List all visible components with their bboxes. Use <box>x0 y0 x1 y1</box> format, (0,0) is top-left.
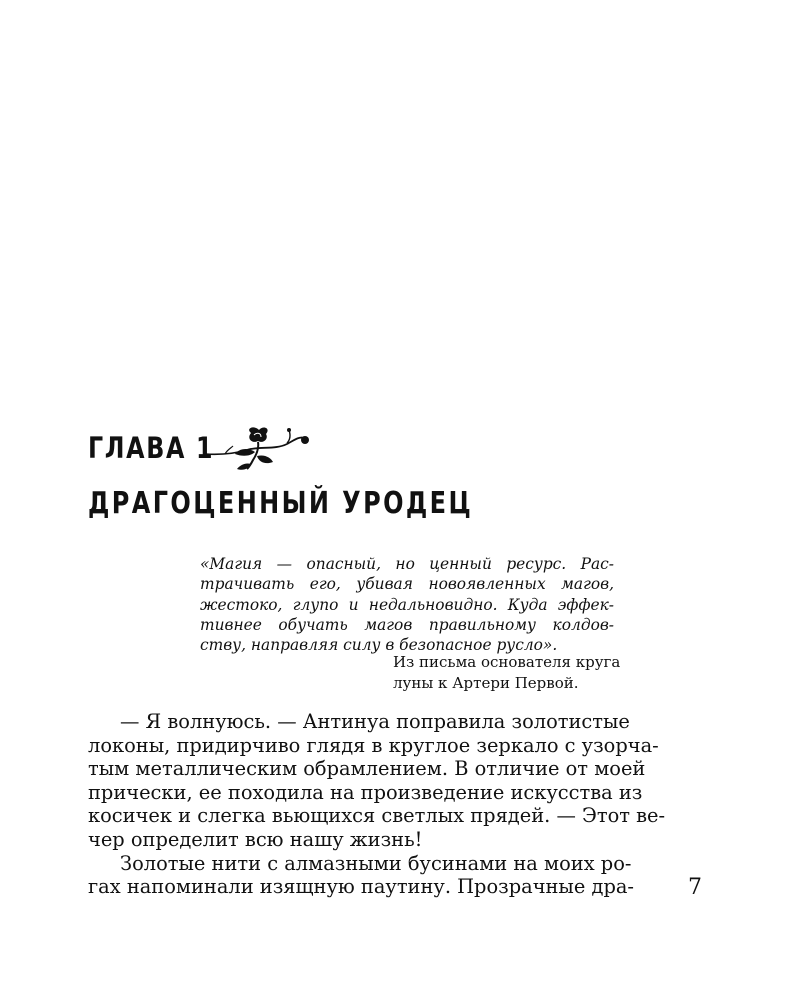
body-line: чер определит всю нашу жизнь! <box>88 827 423 851</box>
body-line: прически, ее походила на произведение искусства из <box>88 780 643 804</box>
body-line: локоны, придирчиво глядя в круглое зеркало с узорча- <box>88 733 659 757</box>
body-line: гах напоминали изящную паутину. Прозрачные дра- <box>88 875 634 899</box>
epigraph <box>200 554 614 655</box>
epigraph-line: «Магия — опасный, но ценный ресурс. Рас- <box>200 555 614 573</box>
body-line: косичек и слегка вьющихся светлых прядей. — Этот ве- <box>88 804 666 828</box>
epigraph-source-line: Из письма основателя круга <box>393 653 621 671</box>
epigraph-source-line: луны к Артери Первой. <box>393 673 579 692</box>
epigraph-line: тивнее обучать магов правильному колдов- <box>200 615 614 634</box>
epigraph-line: трачивать его, убивая новоявленных магов, <box>200 575 614 594</box>
page-number: 7 <box>688 875 702 900</box>
rose-ornament-icon <box>203 424 311 472</box>
body-line: Золотые нити с алмазными бусинами на моих ро- <box>120 851 632 875</box>
body-line: тым металлическим обрамлением. В отличие от моей <box>88 757 646 781</box>
body-text <box>88 710 666 899</box>
epigraph-line: ству, направляя силу в безопасное русло». <box>200 636 558 655</box>
chapter-label: ГЛАВА 1 <box>88 431 215 465</box>
epigraph-source <box>393 652 623 693</box>
epigraph-line: жестоко, глупо и недальновидно. Куда эффек- <box>200 595 614 614</box>
body-line: — Я волнуюсь. — Антинуа поправила золотистые <box>120 710 630 733</box>
chapter-title: ДРАГОЦЕННЫЙ УРОДЕЦ <box>88 486 474 521</box>
